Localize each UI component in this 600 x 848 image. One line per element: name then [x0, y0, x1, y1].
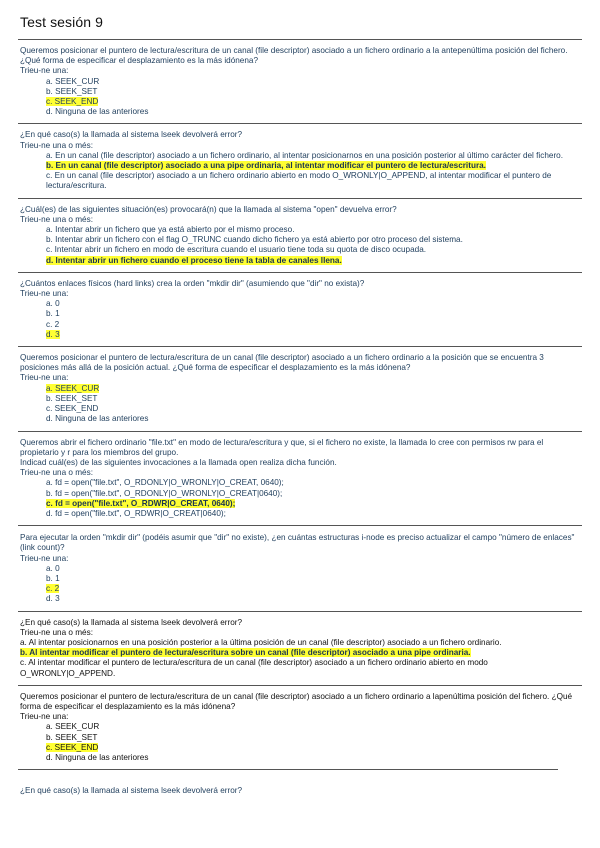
question-instruction: Trieu-ne una o més: — [20, 468, 93, 478]
page-title: Test sesión 9 — [20, 14, 104, 30]
option-c-highlighted: c. fd = open("file.txt", O_RDWR|O_CREAT, 0640); — [46, 498, 236, 508]
option-a: a. Intentar abrir un fichero que ya está abierto por el mismo proceso. — [46, 225, 295, 235]
option-a: a. 0 — [46, 299, 60, 309]
option-b: b. 1 — [46, 573, 60, 583]
question-6 — [18, 432, 582, 526]
option-a: a. En un canal (file descriptor) asociado a un fichero ordinario, al intentar posicionarnos en una posición posterior al último carácter del fichero. — [46, 150, 564, 160]
option-d: d. Ninguna de las anteriores — [46, 107, 149, 117]
question-5 — [18, 347, 582, 430]
option-a: a. SEEK_CUR — [46, 76, 100, 86]
question-text: Para ejecutar la orden "mkdir dir" (podéis asumir que "dir" no existe), ¿en cuántas estructuras i-node es preciso actualizar el campo "número de enlaces" (link count)? — [20, 533, 575, 553]
option-a: a. Al intentar posicionarnos en una posición posterior a la última posición de un canal (file descriptor) asociado a un fichero ordinario. — [20, 637, 502, 647]
question-text-2: Indicad cuál(es) de las siguientes invocaciones a la llamada open realiza dicha función. — [20, 457, 337, 467]
question-text: Queremos posicionar el puntero de lectura/escritura de un canal (file descriptor) asociado a un fichero ordinario a la posición que se encuentra 3 posiciones más allá de la posición actual. ¿Qué forma de especificar el desplazamiento es la más idónena? — [20, 353, 544, 373]
option-b: b. SEEK_SET — [46, 393, 98, 403]
option-b: b. fd = open("file.txt", O_RDONLY|O_WRONLY|O_CREAT|0640); — [46, 488, 283, 498]
option-d: d. fd = open("file.txt", O_RDWR|O_CREAT|0640); — [46, 508, 226, 518]
option-b: b. Intentar abrir un fichero con el flag O_TRUNC cuando dicho fichero ya está abierto por otro proceso del sistema. — [46, 235, 463, 245]
option-b: b. SEEK_SET — [46, 86, 98, 96]
option-c: c. Intentar abrir un fichero en modo de escritura cuando el usuario tiene toda su quota de disco ocupada. — [46, 245, 427, 255]
question-text: Queremos posicionar el puntero de lectura/escritura de un canal (file descriptor) asociado a un fichero ordinario a la antepenúltima posición del fichero. ¿Qué forma de especificar el desplazamiento es la más idónena? — [20, 46, 568, 66]
question-instruction: Trieu-ne una: — [20, 553, 69, 563]
question-4 — [18, 273, 582, 346]
option-d-highlighted: d. 3 — [46, 329, 60, 339]
option-d: d. Ninguna de las anteriores — [46, 752, 149, 762]
question-2 — [18, 124, 582, 197]
option-c-highlighted: c. SEEK_END — [46, 742, 99, 752]
question-text: ¿En qué caso(s) la llamada al sistema lseek devolverá error? — [20, 786, 243, 796]
option-c-highlighted: c. SEEK_END — [46, 97, 99, 107]
question-text: ¿En qué caso(s) la llamada al sistema lseek devolverá error? — [20, 130, 243, 140]
question-8 — [18, 612, 582, 685]
option-c: c. 2 — [46, 319, 60, 329]
question-instruction: Trieu-ne una: — [20, 373, 69, 383]
question-instruction: Trieu-ne una: — [20, 712, 69, 722]
question-text: Queremos posicionar el puntero de lectura/escritura de un canal (file descriptor) asociado a un fichero ordinario a lapenúltima posición del fichero. ¿Qué forma de especificar el desplazamiento es la más idónena? — [20, 691, 573, 711]
question-instruction: Trieu-ne una o més: — [20, 627, 93, 637]
option-c: c. Al intentar modificar el puntero de lectura/escritura de un canal (file descriptor) asociado a un fichero ordinario abierto en modo O_WRONLY|O_APPEND. — [20, 658, 488, 678]
question-3 — [18, 199, 582, 272]
question-7 — [18, 526, 582, 610]
option-d: d. 3 — [46, 594, 60, 604]
option-a: a. fd = open("file.txt", O_RDONLY|O_WRONLY|O_CREAT, 0640); — [46, 478, 284, 488]
option-c: c. En un canal (file descriptor) asociado a un fichero ordinario abierto en modo O_WRONLY|O_APPEND, al intentar modificar el puntero de lectura/escritura. — [46, 171, 552, 191]
question-text: ¿En qué caso(s) la llamada al sistema lseek devolverá error? — [20, 617, 243, 627]
option-b: b. SEEK_SET — [46, 732, 98, 742]
question-1 — [18, 40, 582, 123]
question-instruction: Trieu-ne una o més: — [20, 214, 93, 224]
question-text: Queremos abrir el fichero ordinario "file.txt" en modo de lectura/escritura y que, si el fichero no existe, la llamada lo cree con permisos rw para el propietario y r para los miembros del grupo. — [20, 437, 544, 457]
question-9 — [18, 686, 582, 769]
option-c: c. SEEK_END — [46, 404, 99, 414]
question-instruction: Trieu-ne una: — [20, 66, 69, 76]
question-10 — [18, 770, 582, 802]
question-instruction: Trieu-ne una: — [20, 289, 69, 299]
option-b: b. 1 — [46, 309, 60, 319]
option-a-highlighted: a. SEEK_CUR — [46, 383, 100, 393]
option-b-highlighted: b. En un canal (file descriptor) asociado a una pipe ordinaria, al intentar modificar el puntero de lectura/escritura. — [46, 161, 486, 171]
question-text: ¿Cuántos enlaces físicos (hard links) crea la orden "mkdir dir" (asumiendo que "dir" no exista)? — [20, 278, 365, 288]
option-d: d. Ninguna de las anteriores — [46, 414, 149, 424]
option-a: a. SEEK_CUR — [46, 722, 100, 732]
question-text: ¿Cuál(es) de las siguientes situación(es) provocará(n) que la llamada al sistema "open" devuelva error? — [20, 204, 397, 214]
option-b-highlighted: b. Al intentar modificar el puntero de lectura/escritura sobre un canal (file descriptor) asociado a una pipe ordinaria. — [20, 648, 471, 658]
option-c-highlighted: c. 2 — [46, 584, 60, 594]
question-instruction: Trieu-ne una o més: — [20, 140, 93, 150]
option-d-highlighted: d. Intentar abrir un fichero cuando el proceso tiene la tabla de canales llena. — [46, 255, 342, 265]
option-a: a. 0 — [46, 563, 60, 573]
